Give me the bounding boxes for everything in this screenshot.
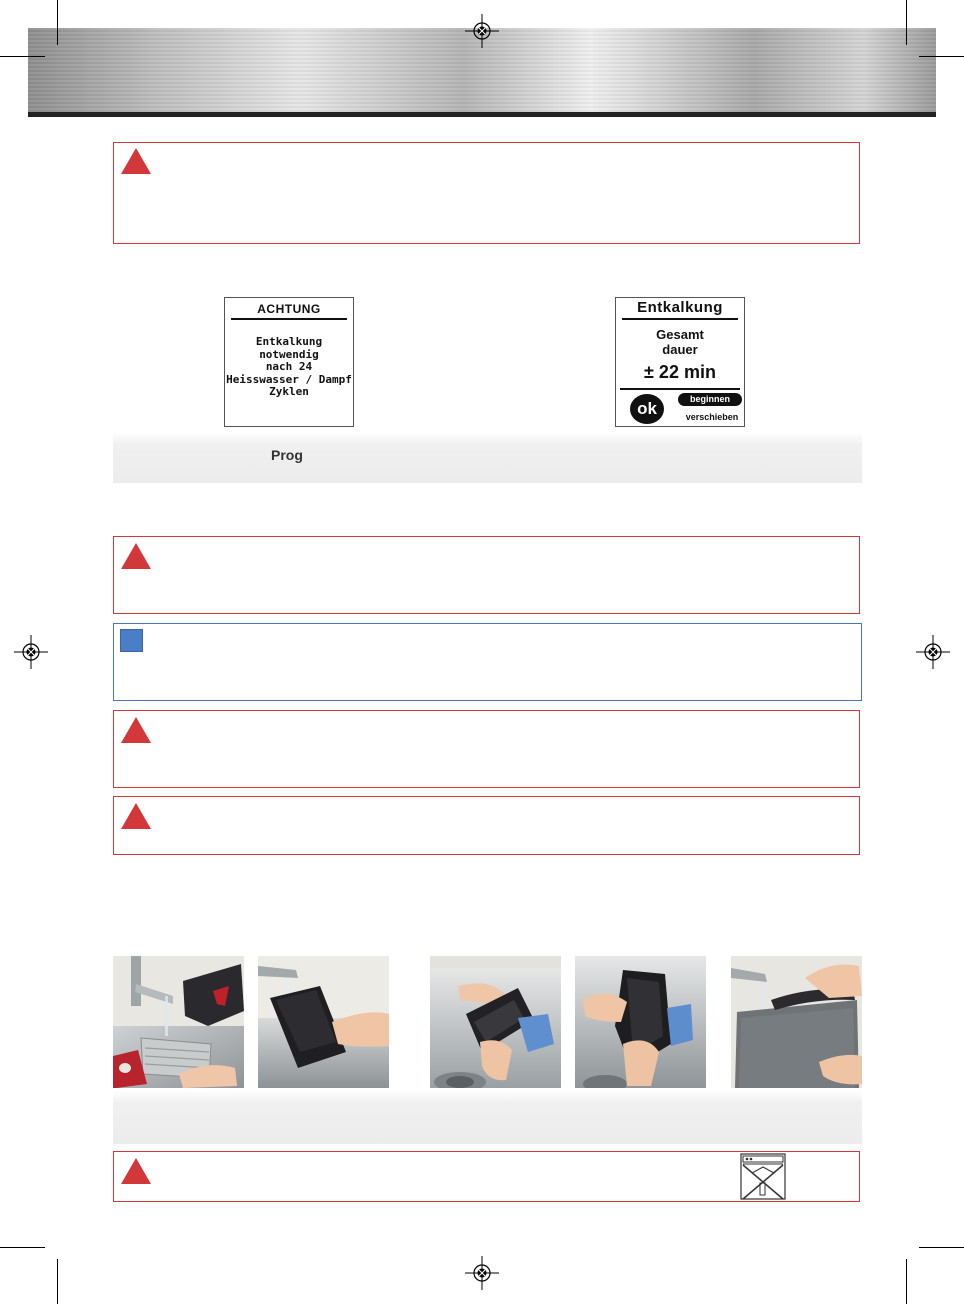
screen-line: Gesamt xyxy=(656,327,704,342)
screen-divider xyxy=(620,388,740,390)
warning-box xyxy=(113,796,860,855)
info-square-icon xyxy=(120,629,143,652)
prog-label: Prog xyxy=(271,447,303,463)
warning-triangle-icon xyxy=(120,716,152,744)
registration-mark-icon xyxy=(465,1256,499,1290)
photo-remove-part xyxy=(430,956,561,1088)
info-box xyxy=(113,623,862,701)
no-dishwasher-icon xyxy=(740,1153,786,1200)
crop-mark xyxy=(919,56,964,57)
registration-mark-icon xyxy=(916,635,950,669)
screen-line: nach 24 xyxy=(265,360,313,373)
screen-title: Entkalkung xyxy=(637,299,723,316)
header-rule xyxy=(28,112,936,117)
crop-mark xyxy=(0,56,45,57)
photo-rinse-water-tank xyxy=(731,956,862,1088)
screen-duration: ± 22 min xyxy=(644,362,716,382)
warning-box xyxy=(113,1151,860,1202)
crop-mark xyxy=(906,1259,907,1304)
registration-mark-icon xyxy=(14,635,48,669)
display-screen-warning xyxy=(224,297,354,427)
photo-insert-part xyxy=(575,956,706,1088)
crop-mark xyxy=(906,0,907,45)
photo-rinse-drip-tray xyxy=(113,956,244,1088)
screen-line: Zyklen xyxy=(269,385,309,398)
warning-box xyxy=(113,142,860,244)
postpone-button[interactable]: verschieben xyxy=(685,412,739,422)
screen-line: dauer xyxy=(662,342,698,357)
ok-button[interactable]: ok xyxy=(630,394,664,424)
crop-mark xyxy=(57,1259,58,1304)
screen-line: Heisswasser / Dampf xyxy=(226,372,352,386)
warning-box xyxy=(113,536,860,614)
screen-divider xyxy=(231,318,347,320)
screen-message xyxy=(225,336,353,399)
registration-mark-icon xyxy=(465,14,499,48)
photo-rinse-container xyxy=(258,956,389,1088)
screen-line: notwendig xyxy=(259,347,319,361)
warning-triangle-icon xyxy=(120,802,152,830)
gray-band xyxy=(113,432,862,483)
display-screen-descaling xyxy=(615,297,745,427)
warning-triangle-icon xyxy=(120,542,152,570)
warning-box xyxy=(113,710,860,788)
start-button[interactable]: beginnen xyxy=(678,393,742,406)
warning-triangle-icon xyxy=(120,147,152,175)
screen-title: ACHTUNG xyxy=(257,302,321,316)
warning-triangle-icon xyxy=(120,1157,152,1185)
crop-mark xyxy=(57,0,58,45)
crop-mark xyxy=(919,1247,964,1248)
crop-mark xyxy=(0,1247,45,1248)
screen-line: Entkalkung xyxy=(255,335,323,348)
screen-divider xyxy=(622,318,738,320)
gray-band xyxy=(113,1090,862,1144)
